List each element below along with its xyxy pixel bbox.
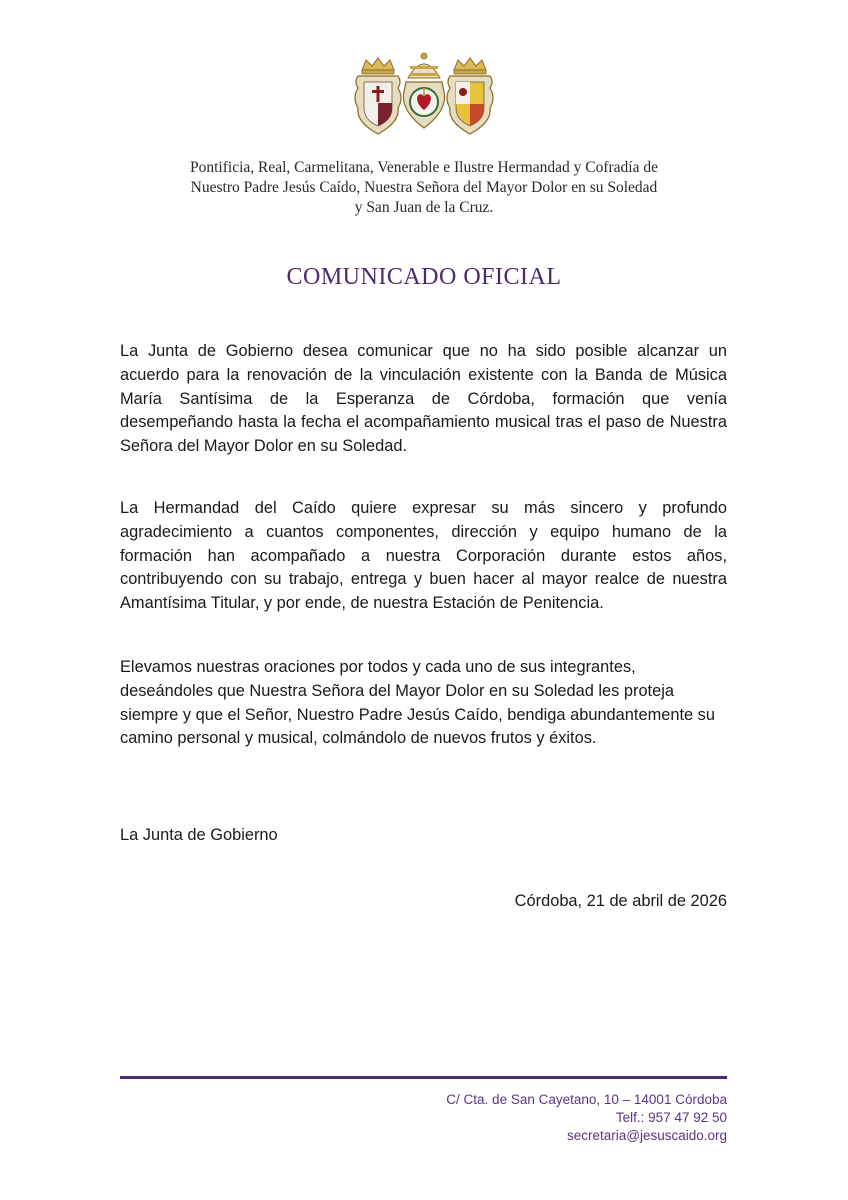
body-paragraph-1: La Junta de Gobierno desea comunicar que no ha sido posible alcanzar un acuerdo para la renovación de la vinculación existente con la Banda de Música María Santísima de la Esperanza de Córdoba, formación que venía desempeñando hasta la fecha el acompañamiento musical tras el paso de Nuestra Señora del Mayor Dolor en su Soledad.: [120, 342, 727, 456]
place-and-date: Córdoba, 21 de abril de 2026: [514, 892, 727, 910]
document-title: COMUNICADO OFICIAL: [286, 264, 562, 290]
footer-phone: Telf.: 957 47 92 50: [615, 1110, 727, 1125]
header-line: y San Juan de la Cruz.: [354, 199, 494, 216]
footer-contact: [446, 1091, 727, 1145]
body-paragraph-3: Elevamos nuestras oraciones por todos y cada uno de sus integrantes, deseándoles que Nuestra Señora del Mayor Dolor en su Soledad les proteja siempre y que el Señor, Nuestro Padre Jesús Caído, bendiga abundantemente su camino personal y musical, colmándolo de nuevos frutos y éxitos.: [120, 658, 715, 748]
brotherhood-crest-logo: [348, 48, 500, 144]
body-paragraph-2: La Hermandad del Caído quiere expresar su más sincero y profundo agradecimiento a cuantos componentes, dirección y equipo humano de la formación han acompañado a nuestra Corporación durante estos años, contribuyendo con su trabajo, entrega y buen hacer al mayor realce de nuestra Amantísima Titular, y por ende, de nuestra Estación de Penitencia.: [120, 499, 727, 613]
footer-address: C/ Cta. de San Cayetano, 10 – 14001 Córdoba: [446, 1092, 727, 1107]
center-coat-of-arms-icon: [403, 53, 444, 128]
brotherhood-full-name: [120, 158, 728, 218]
footer-email[interactable]: secretaria@jesuscaido.org: [566, 1128, 727, 1143]
header-line: Pontificia, Real, Carmelitana, Venerable e Ilustre Hermandad y Cofradía de: [190, 159, 658, 176]
footer-divider: [120, 1076, 727, 1079]
header-line: Nuestro Padre Jesús Caído, Nuestra Señora del Mayor Dolor en su Soledad: [190, 179, 658, 196]
left-coat-of-arms-icon: [355, 58, 401, 134]
right-coat-of-arms-icon: [447, 58, 493, 134]
signature: La Junta de Gobierno: [120, 826, 278, 844]
